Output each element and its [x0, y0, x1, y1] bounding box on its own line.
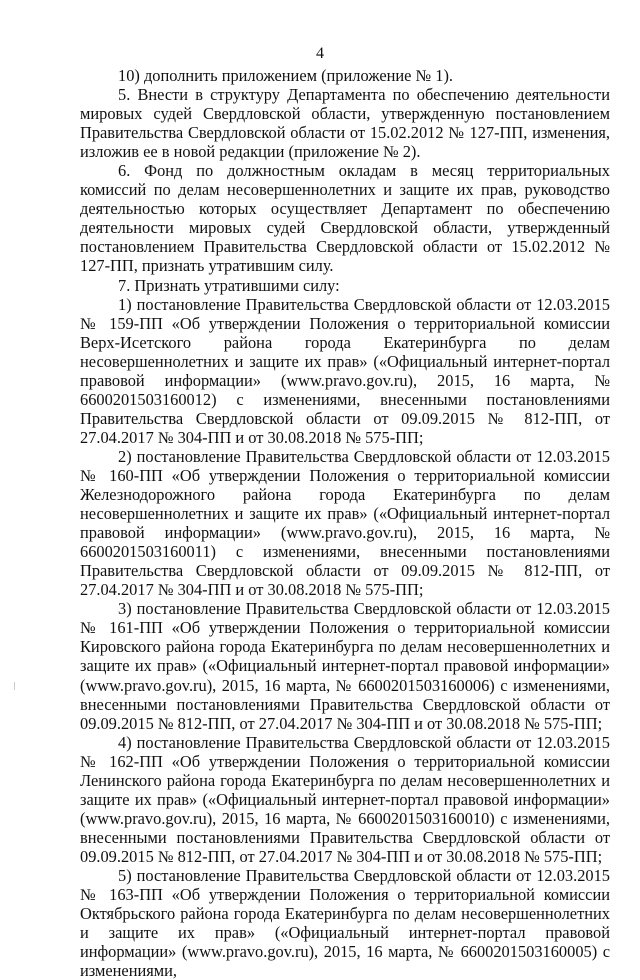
- paragraph-section-6: 6. Фонд по должностным окладам в месяц территориальных комиссий по делам несовершеннолетних и защите их прав, руководство деятельностью которых осуществляет Департамент по обеспечению деятельности мировых судей Свердловской области, утвержденный постановлением Правительства Свердловской области от 15.02.2012 № 127-ПП, признать утратившим силу.: [80, 161, 610, 276]
- paragraph-section-7: 7. Признать утратившими силу:: [118, 275, 340, 295]
- paragraph-subitem-3: 3) постановление Правительства Свердловской области от 12.03.2015 № 161-ПП «Об утверждении Положения о территориальной комиссии Кировского района города Екатеринбурга по делам несовершеннолетних и защите их прав» («Официальный интернет-портал правовой информации» (www.pravo.gov.ru), 2015, 16 марта, № 6600201503160006) с изменениями, внесенными постановлениями Правительства Свердловской области от 09.09.2015 № 812-ПП, от 27.04.2017 № 304-ПП и от 30.08.2018 № 575-ПП;: [80, 599, 610, 733]
- paragraph-subitem-5: 5) постановление Правительства Свердловской области от 12.03.2015 № 163-ПП «Об утверждении Положения о территориальной комиссии Октябрьского района города Екатеринбурга по делам несовершеннолетних и защите их прав» («Официальный интернет-портал правовой информации» (www.pravo.gov.ru), 2015, 16 марта, № 6600201503160005) с изменениями,: [80, 865, 610, 980]
- paragraph-item-10: 10) дополнить приложением (приложение № 1).: [118, 66, 454, 85]
- paragraph-subitem-2: 2) постановление Правительства Свердловской области от 12.03.2015 № 160-ПП «Об утверждении Положения о территориальной комиссии Железнодорожного района города Екатеринбурга по делам несовершеннолетних и защите их прав» («Официальный интернет-портал правовой информации» (www.pravo.gov.ru), 2015, 16 марта, № 6600201503160011) с изменениями, внесенными постановлениями Правительства Свердловской области от 09.09.2015 № 812-ПП, от 27.04.2017 № 304-ПП и от 30.08.2018 № 575-ПП;: [80, 446, 610, 600]
- scan-mark: [14, 682, 15, 690]
- document-body: [80, 66, 610, 980]
- paragraph-subitem-1: 1) постановление Правительства Свердловской области от 12.03.2015 № 159-ПП «Об утверждении Положения о территориальной комиссии Верх-Исетского района города Екатеринбурга по делам несовершеннолетних и защите их прав» («Официальный интернет-портал правовой информации» (www.pravo.gov.ru), 2015, 16 марта, № 6600201503160012) с изменениями, внесенными постановлениями Правительства Свердловской области от 09.09.2015 № 812-ПП, от 27.04.2017 № 304-ПП и от 30.08.2018 № 575-ПП;: [80, 294, 610, 447]
- paragraph-section-5: 5. Внести в структуру Департамента по обеспечению деятельности мировых судей Свердловской области, утвержденную постановлением Правительства Свердловской области от 15.02.2012 № 127-ПП, изменения, изложив ее в новой редакции (приложение № 2).: [80, 85, 610, 162]
- page-number: 4: [316, 45, 324, 62]
- paragraph-subitem-4: 4) постановление Правительства Свердловской области от 12.03.2015 № 162-ПП «Об утверждении Положения о территориальной комиссии Ленинского района города Екатеринбурга по делам несовершеннолетних и защите их прав» («Официальный интернет-портал правовой информации» (www.pravo.gov.ru), 2015, 16 марта, № 6600201503160010) с изменениями, внесенными постановлениями Правительства Свердловской области от 09.09.2015 № 812-ПП, от 27.04.2017 № 304-ПП и от 30.08.2018 № 575-ПП;: [80, 732, 610, 866]
